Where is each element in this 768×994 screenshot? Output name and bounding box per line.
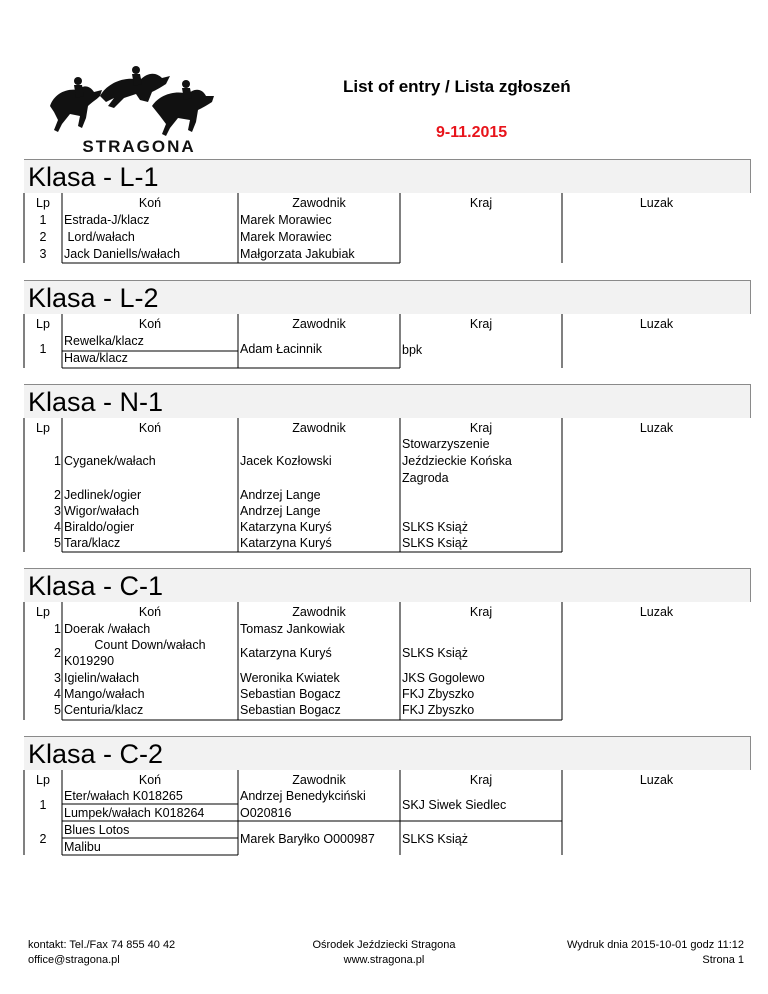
row-horse: Tara/klacz bbox=[64, 536, 121, 550]
row-horse: Hawa/klacz bbox=[64, 351, 128, 365]
row-horse: Centuria/klacz bbox=[64, 703, 144, 717]
header-lp: Lp bbox=[36, 317, 50, 331]
header-horse: Koń bbox=[138, 773, 162, 787]
footer-contact bbox=[28, 938, 175, 968]
header-country: Kraj bbox=[469, 605, 493, 619]
row-lp: 2 bbox=[54, 488, 61, 502]
header-rider: Zawodnik bbox=[292, 773, 346, 787]
row-country: Zagroda bbox=[402, 471, 449, 485]
row-horse: Eter/wałach K018265 bbox=[64, 789, 183, 803]
footer-contact-email: office@stragona.pl bbox=[28, 954, 120, 966]
section-title-n1: Klasa - N-1 bbox=[28, 387, 164, 417]
row-country: JKS Gogolewo bbox=[402, 671, 485, 685]
row-horse: Doerak /wałach bbox=[64, 622, 151, 636]
footer-center-website: www.stragona.pl bbox=[343, 954, 425, 966]
row-horse: Blues Lotos bbox=[64, 823, 130, 837]
footer-printed bbox=[500, 938, 744, 968]
row-rider: Katarzyna Kuryś bbox=[240, 536, 332, 550]
row-rider: Marek Morawiec bbox=[240, 213, 332, 227]
header-loose: Luzak bbox=[639, 773, 674, 787]
row-rider: Jacek Kozłowski bbox=[240, 454, 332, 468]
row-rider: Andrzej Lange bbox=[240, 504, 321, 518]
row-rider: O020816 bbox=[240, 806, 292, 820]
row-lp: 4 bbox=[54, 687, 61, 701]
row-rider: Sebastian Bogacz bbox=[240, 687, 341, 701]
row-lp: 5 bbox=[54, 536, 61, 550]
row-rider: Małgorzata Jakubiak bbox=[240, 247, 355, 261]
header-country: Kraj bbox=[469, 773, 493, 787]
header-loose: Luzak bbox=[639, 605, 674, 619]
row-horse: Rewelka/klacz bbox=[64, 334, 144, 348]
row-lp: 3 bbox=[39, 247, 47, 261]
header-loose: Luzak bbox=[639, 421, 674, 435]
row-horse: Mango/wałach bbox=[64, 687, 145, 701]
row-country: SLKS Książ bbox=[402, 520, 469, 534]
row-rider: Sebastian Bogacz bbox=[240, 703, 341, 717]
header-horse: Koń bbox=[138, 196, 162, 210]
header-country: Kraj bbox=[469, 421, 493, 435]
row-country: SLKS Książ bbox=[402, 646, 469, 660]
row-lp: 3 bbox=[54, 504, 61, 518]
row-lp: 1 bbox=[54, 622, 61, 636]
row-rider: Marek Baryłko O000987 bbox=[240, 832, 375, 846]
row-horse: Lumpek/wałach K018264 bbox=[64, 806, 205, 820]
event-date: 9-11.2015 bbox=[436, 124, 508, 141]
header-loose: Luzak bbox=[639, 196, 674, 210]
row-horse: Igielin/wałach bbox=[64, 671, 140, 685]
section-title-c1: Klasa - C-1 bbox=[28, 571, 164, 601]
row-horse: Jedlinek/ogier bbox=[64, 488, 142, 502]
row-country: SLKS Książ bbox=[402, 832, 469, 846]
row-horse: Biraldo/ogier bbox=[64, 520, 135, 534]
header-loose: Luzak bbox=[639, 317, 674, 331]
row-lp: 2 bbox=[39, 230, 47, 244]
document-title: List of entry / Lista zgłoszeń bbox=[343, 77, 571, 96]
row-country: Stowarzyszenie bbox=[402, 437, 490, 451]
header-horse: Koń bbox=[138, 605, 162, 619]
row-rider: Andrzej Lange bbox=[240, 488, 321, 502]
footer-center-name: Ośrodek Jeździecki Stragona bbox=[312, 939, 456, 951]
footer-contact-phone: kontakt: Tel./Fax 74 855 40 42 bbox=[28, 939, 176, 951]
row-horse: Wigor/wałach bbox=[64, 504, 140, 518]
row-lp: 1 bbox=[39, 798, 47, 812]
row-horse: Count Down/wałach bbox=[94, 638, 206, 652]
footer-center bbox=[284, 938, 484, 968]
row-lp: 3 bbox=[54, 671, 61, 685]
row-lp: 1 bbox=[54, 454, 61, 468]
row-rider: Tomasz Jankowiak bbox=[240, 622, 345, 636]
header-country: Kraj bbox=[469, 196, 493, 210]
row-lp: 5 bbox=[54, 703, 61, 717]
footer-page-number: Strona 1 bbox=[702, 954, 744, 966]
row-horse: K019290 bbox=[64, 654, 115, 668]
header-horse: Koń bbox=[138, 421, 162, 435]
row-horse: Cyganek/wałach bbox=[64, 454, 156, 468]
section-title-l2: Klasa - L-2 bbox=[28, 283, 159, 313]
row-country: bpk bbox=[402, 343, 423, 357]
row-country: FKJ Zbyszko bbox=[402, 703, 475, 717]
row-lp: 1 bbox=[39, 342, 47, 356]
header-rider: Zawodnik bbox=[292, 196, 346, 210]
row-horse: Jack Daniells/wałach bbox=[64, 247, 181, 261]
footer-print-date: Wydruk dnia 2015-10-01 godz 11:12 bbox=[566, 939, 744, 951]
row-country: Jeździeckie Końska bbox=[402, 454, 512, 468]
header-lp: Lp bbox=[36, 196, 50, 210]
row-horse: Estrada-J/klacz bbox=[64, 213, 150, 227]
section-title-l1: Klasa - L-1 bbox=[28, 162, 159, 192]
row-rider: Katarzyna Kuryś bbox=[240, 646, 332, 660]
header-country: Kraj bbox=[469, 317, 493, 331]
row-rider: Andrzej Benedykciński bbox=[240, 789, 366, 803]
row-horse: Lord/wałach bbox=[64, 230, 135, 244]
header-rider: Zawodnik bbox=[292, 605, 346, 619]
row-lp: 2 bbox=[54, 646, 61, 660]
header-lp: Lp bbox=[36, 605, 50, 619]
row-lp: 1 bbox=[39, 213, 47, 227]
section-title-c2: Klasa - C-2 bbox=[28, 739, 164, 769]
logo-wordmark: STRAGONA bbox=[82, 137, 196, 156]
header-lp: Lp bbox=[36, 773, 50, 787]
row-country: FKJ Zbyszko bbox=[402, 687, 475, 701]
row-rider: Marek Morawiec bbox=[240, 230, 332, 244]
header-lp: Lp bbox=[36, 421, 50, 435]
row-country: SKJ Siwek Siedlec bbox=[402, 798, 507, 812]
row-country: SLKS Książ bbox=[402, 536, 469, 550]
row-lp: 4 bbox=[54, 520, 61, 534]
row-lp: 2 bbox=[39, 832, 47, 846]
row-horse: Malibu bbox=[64, 840, 101, 854]
header-rider: Zawodnik bbox=[292, 317, 346, 331]
header-rider: Zawodnik bbox=[292, 421, 346, 435]
row-rider: Adam Łacinnik bbox=[240, 342, 322, 356]
header-horse: Koń bbox=[138, 317, 162, 331]
row-rider: Katarzyna Kuryś bbox=[240, 520, 332, 534]
row-rider: Weronika Kwiatek bbox=[240, 671, 340, 685]
